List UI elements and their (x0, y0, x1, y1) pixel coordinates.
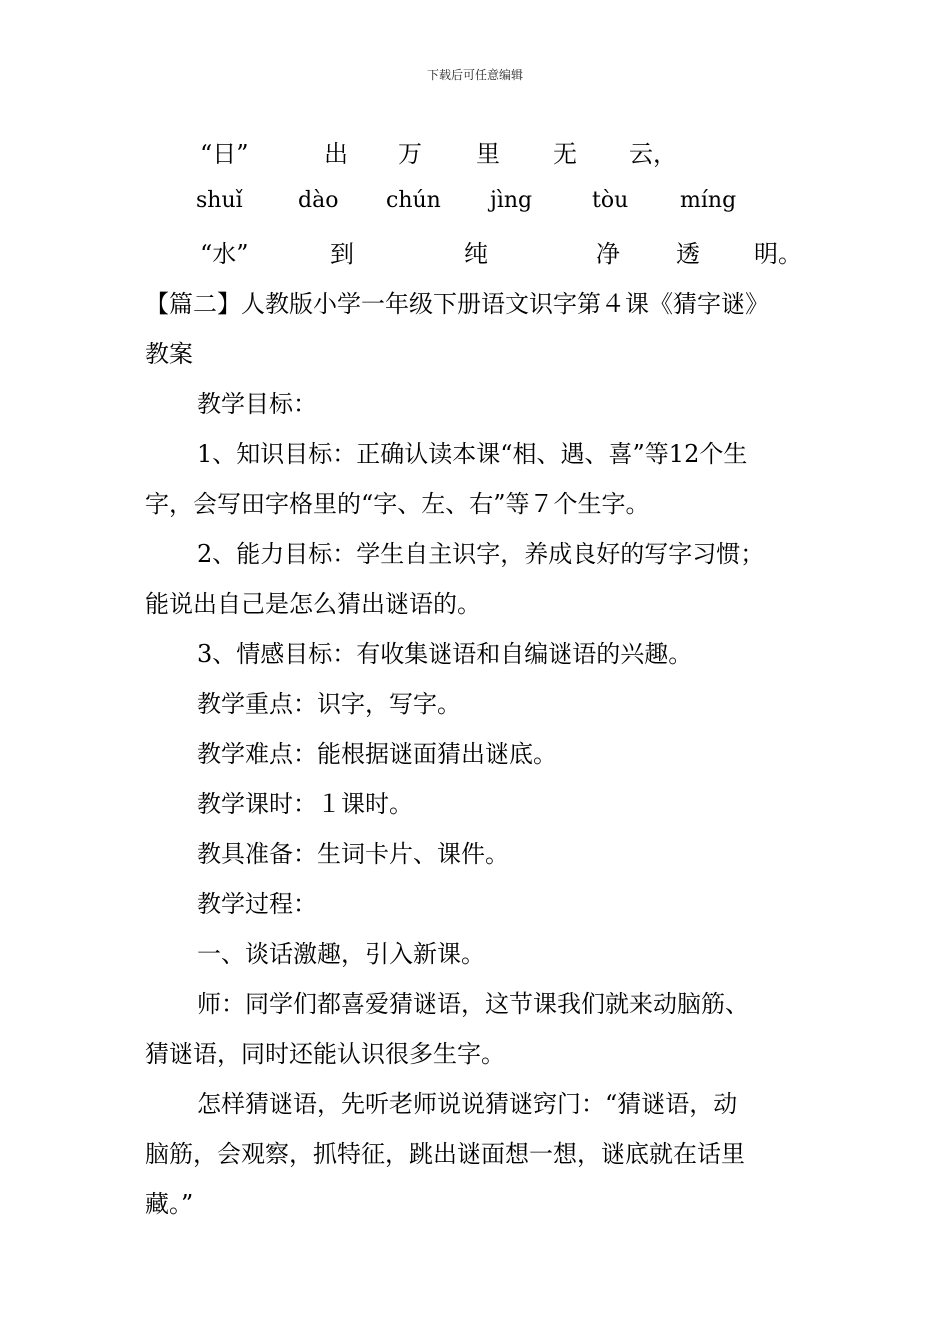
section-title: 【篇二】人教版小学一年级下册语文识字第４课《猜字谜》 (145, 290, 769, 318)
text-line: 脑筋，会观察，抓特征，跳出谜面想一想，谜底就在话里 (145, 1140, 745, 1168)
text-line: 一、谈话激趣，引入新课。 (197, 940, 485, 968)
section-title-cont: 教案 (145, 340, 193, 368)
pinyin-syllable: shuǐ (196, 188, 243, 213)
text-line: 1、知识目标：正确认读本课“相、遇、喜”等12个生 (197, 440, 748, 468)
pinyin-syllable: chún (386, 188, 441, 213)
poem-char: 云， (629, 140, 677, 168)
poem-char: 里 (476, 140, 500, 168)
pinyin-syllable: dào (298, 188, 339, 213)
text-line: 教学课时：１课时。 (197, 790, 413, 818)
text-line: 猜谜语，同时还能认识很多生字。 (145, 1040, 505, 1068)
pinyin-line (0, 188, 950, 228)
poem-line-2 (0, 234, 950, 274)
text-line: 2、能力目标：学生自主识字，养成良好的写字习惯； (197, 540, 765, 568)
poem-char: 万 (398, 140, 422, 168)
pinyin-syllable: tòu (592, 188, 629, 213)
poem-line-1 (0, 134, 950, 174)
poem-char: 纯 (464, 240, 488, 268)
pinyin-syllable: jìng (490, 188, 533, 213)
text-line: 教学难点：能根据谜面猜出谜底。 (197, 740, 557, 768)
poem-char: “水” (200, 240, 249, 268)
page-header: 下载后可任意编辑 (426, 68, 523, 82)
text-line: 3、情感目标：有收集谜语和自编谜语的兴趣。 (197, 640, 693, 668)
text-line: 师：同学们都喜爱猜谜语，这节课我们就来动脑筋、 (197, 990, 749, 1018)
text-line: 教学过程： (197, 890, 317, 918)
poem-char: 净 (596, 240, 620, 268)
poem-char: 明。 (754, 240, 802, 268)
poem-char: 到 (330, 240, 354, 268)
text-line: 能说出自己是怎么猜出谜语的。 (145, 590, 481, 618)
poem-char: “日” (200, 140, 249, 168)
text-line: 字，会写田字格里的“字、左、右”等７个生字。 (145, 490, 650, 518)
heading-objectives: 教学目标： (197, 390, 317, 418)
text-line: 教具准备：生词卡片、课件。 (197, 840, 509, 868)
poem-char: 透 (676, 240, 700, 268)
poem-char: 出 (324, 140, 348, 168)
poem-char: 无 (553, 140, 577, 168)
text-line: 藏。” (145, 1190, 194, 1218)
text-line: 教学重点：识字，写字。 (197, 690, 461, 718)
text-line: 怎样猜谜语，先听老师说说猜谜窍门：“猜谜语，动 (197, 1090, 738, 1118)
pinyin-syllable: míng (680, 188, 737, 213)
